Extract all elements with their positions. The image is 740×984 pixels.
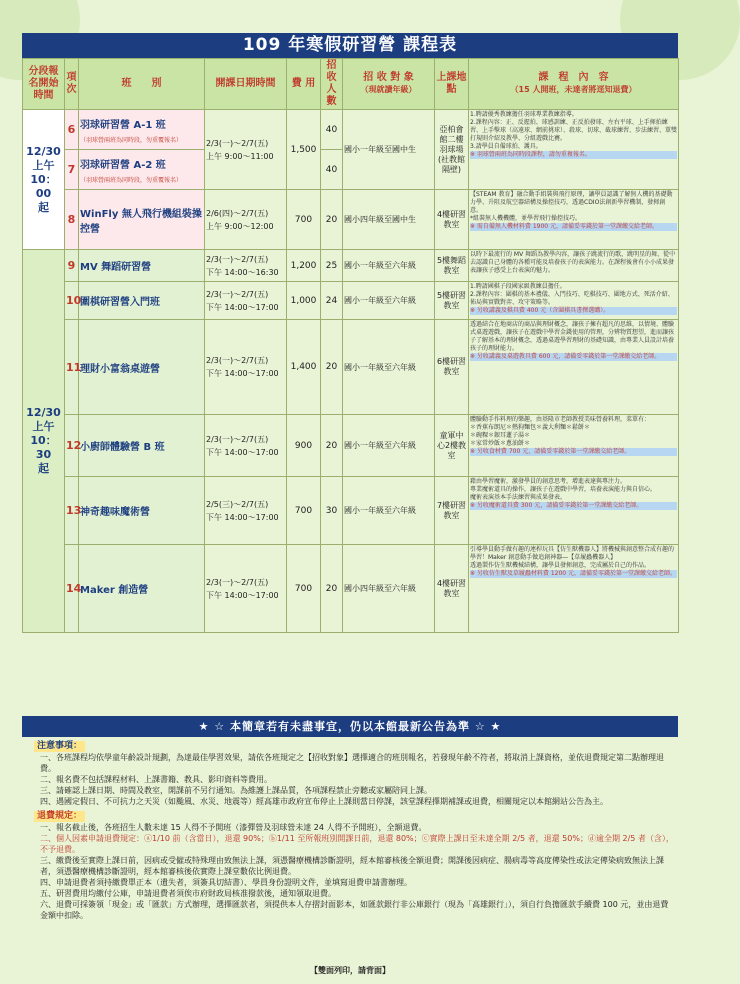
col-target-header <box>343 59 435 110</box>
class-capacity: 30 <box>321 477 343 545</box>
refund-item: 二、個人因素申請退費規定：ⓐ1/10 前（含當日），退還 90%；ⓑ1/11 至所報班別開課日前，退還 80%；ⓒ實際上課日至未達全期 2/5 者，退還 50%；ⓓ逾全期 2/5 者（含），不予退費。 <box>40 834 674 854</box>
col-time-header: 分段報名開始時間 <box>23 59 65 110</box>
class-name <box>79 415 205 477</box>
class-name <box>79 320 205 415</box>
note-item: 一、各班課程均依學童年齡設計規劃，為達最佳學習效果，請依各班規定之【招收對象】選擇適合的班別報名，若發現年齡不符者，將取消上課資格，並依退費規定第二點辦理退費。 <box>40 753 664 773</box>
content-line: 以時下最流行的 MV 舞蹈為教學內容，讓孩子跳流行的歌，跳明星的舞，從中去認識自己身體的各種可能及培養孩子的表演能力。在課程後會有小小成果發表讓孩子感受上台表演的魅力。 <box>470 251 676 274</box>
class-title: 小廚師體驗營 B 班 <box>80 442 165 453</box>
table-row <box>23 320 679 415</box>
print-note: 【雙面列印，請背面】 <box>310 966 390 975</box>
notes-title: 注意事項： <box>34 741 85 752</box>
class-location: 6樓研習教室 <box>435 320 469 415</box>
class-location: 亞柏會館二樓羽球場(社教館隔壁) <box>435 110 469 190</box>
date-line: 下午 14:00～17:00 <box>206 369 279 378</box>
class-content <box>469 250 679 282</box>
class-title: 羽球研習營 A-1 班 <box>80 119 166 131</box>
date-line: 下午 14:00～17:00 <box>206 302 279 312</box>
content-line: *組裝無人機機體，並學習飛行操控技巧。 <box>470 215 582 222</box>
class-capacity: 20 <box>321 415 343 477</box>
class-dates <box>205 415 287 477</box>
content-highlight: ※ 羽球營兩班為同時段課程，請勿重複報名。 <box>470 151 677 159</box>
class-capacity: 20 <box>321 545 343 633</box>
item-number: 10 <box>65 282 79 320</box>
table-row <box>23 477 679 545</box>
date-line: 2/5(三)～2/7(五) <box>206 499 269 509</box>
content-line: 引導學員動手做有趣的連桿玩具【仿生獸機器人】將機械與創意整合成有趣的學習！Maker 創意動手做追創神器—【草履蟲機器人】 <box>470 546 675 561</box>
date-line: 2/3(一)～2/7(五) <box>206 138 269 148</box>
target-label: 招 收 對 象 <box>363 72 414 83</box>
date-line: 2/3(一)～2/7(五) <box>206 289 269 299</box>
class-name <box>79 190 205 250</box>
content-line: 透過製作仿生獸機械結構，讓學員發揮創意，完成屬於自己的作品。 <box>470 562 651 569</box>
class-dates <box>205 545 287 633</box>
class-dates <box>205 190 287 250</box>
time-line: 上午 <box>32 420 55 433</box>
class-content <box>469 320 679 415</box>
table-row <box>23 250 679 282</box>
note-item: 三、請確認上課日期、時間及教室，開課前不另行通知。為維護上課品質，各項課程禁止旁聽或家屬陪同上課。 <box>40 786 432 795</box>
date-line: 2/3(一)～2/7(五) <box>206 356 269 365</box>
class-location: 4樓研習教室 <box>435 545 469 633</box>
date-line: 上午 9:00～12:00 <box>206 221 274 231</box>
class-content <box>469 477 679 545</box>
content-line: ＊香蕉布朗尼＊熱狗麵包＊義大利麵＊鬆餅＊ <box>470 424 591 431</box>
table-row <box>23 190 679 250</box>
class-title: MV 舞蹈研習營 <box>80 262 152 273</box>
table-row <box>23 415 679 477</box>
time-line: 起 <box>38 200 49 214</box>
content-line: 3.請學員自備球拍、護具。 <box>470 143 542 150</box>
class-name <box>79 250 205 282</box>
class-content <box>469 545 679 633</box>
class-target: 國小一年級至國中生 <box>343 110 435 190</box>
item-number: 14 <box>65 545 79 633</box>
class-name <box>79 477 205 545</box>
content-highlight: ※ 另收魔術道具費 300 元，請備妥零錢於第一堂課繳交給老師。 <box>470 502 677 510</box>
date-line: 上午 9:00～11:00 <box>206 151 274 161</box>
content-line: 【STEAM 教育】融合動手組裝與飛行原理，讓學員認識了解無人機的基礎動力學、升阻及航空器結構及操控技巧，透過CDIO法創新學習機制，發揮創意。 <box>470 191 673 214</box>
class-capacity: 20 <box>321 320 343 415</box>
refund-item: 五、研習費用均繳付公庫，申請退費者須俟市府財政局核准撥款後，通知領取退費。 <box>40 889 336 898</box>
content-line: 2.課程內容：正、反握拍、球感訓練、正反拍發球、左右平球、上手揮拍練習、上手擊球（高遠球、網前挑球）、殺球、切球、截球練習、步法練習、單雙打規則介紹及教學、分組遊戲比賽。 <box>470 119 678 142</box>
col-loc-header: 上課地點 <box>435 59 469 110</box>
note-item: 二、報名費不包括課程材料、上課書籍、教具、影印資料等費用。 <box>40 775 272 784</box>
class-target: 國小一年級至六年級 <box>343 477 435 545</box>
time-line: 12/30 <box>26 406 61 419</box>
date-line: 下午 14:00～16:30 <box>206 267 279 277</box>
col-dates-header: 開課日期時間 <box>205 59 287 110</box>
time-line: 上午 <box>32 158 55 172</box>
class-title: Maker 創造營 <box>80 585 149 596</box>
class-location: 7樓研習教室 <box>435 477 469 545</box>
content-highlight: ※ 另收食材費 700 元，請備妥零錢於第一堂課繳交給老師。 <box>470 448 677 456</box>
date-line: 下午 14:00～17:00 <box>206 447 279 457</box>
refund-title: 退費規定： <box>34 811 85 822</box>
table-row <box>23 110 679 150</box>
content-line: ＊家常炒飯＊蔥油餅＊ <box>470 440 531 447</box>
class-fee: 1,500 <box>287 110 321 190</box>
class-content <box>469 110 679 190</box>
content-line: 藉由學習魔術，激發學員的創意思考，增進表達與專注力。 <box>470 478 627 485</box>
class-fee: 900 <box>287 415 321 477</box>
content-line: 1.聘請優秀教練擔任羽球專業教練指導。 <box>470 111 578 118</box>
time-line: 10：00 <box>30 172 57 200</box>
class-location: 4樓研習教室 <box>435 190 469 250</box>
class-name <box>79 545 205 633</box>
class-target: 國小一年級至六年級 <box>343 250 435 282</box>
col-fee-header: 費 用 <box>287 59 321 110</box>
page-title: 109 年寒假研習營 課程表 <box>22 33 678 58</box>
class-target: 國小一年級至六年級 <box>343 282 435 320</box>
class-content <box>469 415 679 477</box>
content-sub-label: （15 人開班，未達者將逕知退費） <box>510 85 637 94</box>
class-name <box>79 150 205 190</box>
class-title: WinFly 無人飛行機組裝操控營 <box>80 208 202 235</box>
class-fee: 1,200 <box>287 250 321 282</box>
class-fee: 700 <box>287 190 321 250</box>
class-content <box>469 282 679 320</box>
class-content <box>469 190 679 250</box>
class-target: 國小四年級至六年級 <box>343 545 435 633</box>
class-dates <box>205 110 287 190</box>
date-line: 2/3(一)～2/7(五) <box>206 254 269 264</box>
class-capacity: 40 <box>321 150 343 190</box>
date-line: 2/6(四)～2/7(五) <box>206 208 269 218</box>
content-line: ＊碗粿＊銀耳蓮子湯＊ <box>470 432 531 439</box>
class-fee: 1,400 <box>287 320 321 415</box>
date-line: 2/3(一)～2/7(五) <box>206 434 269 444</box>
class-title: 羽球研習營 A-2 班 <box>80 159 166 171</box>
footer-banner: ★ ☆ 本簡章若有未盡事宜，仍以本館最新公告為準 ☆ ★ <box>22 716 678 737</box>
content-highlight: ※ 需自備無人機材料費 1900 元，請備妥零錢於第一堂課繳交給老師。 <box>470 223 677 231</box>
registration-time <box>23 250 65 633</box>
item-number: 8 <box>65 190 79 250</box>
schedule-table <box>22 58 679 633</box>
content-highlight: ※ 另收講義及桌遊教具費 600 元，請備妥零錢於第一堂課繳交給老師。 <box>470 353 677 361</box>
item-number: 6 <box>65 110 79 150</box>
content-highlight: ※ 另收仿生獸及草履蟲材料費 1200 元，請備妥零錢於第一堂課繳交給老師。 <box>470 570 677 577</box>
class-target: 國小一年級至六年級 <box>343 415 435 477</box>
class-location: 5樓舞蹈教室 <box>435 250 469 282</box>
time-line: 起 <box>38 462 49 475</box>
item-number: 7 <box>65 150 79 190</box>
class-capacity: 24 <box>321 282 343 320</box>
col-cap-header: 招收人數 <box>321 59 343 110</box>
content-line: 魔術表演基本手法練習與成果發表。 <box>470 494 567 501</box>
class-capacity: 20 <box>321 190 343 250</box>
refund-list <box>34 822 674 921</box>
date-line: 下午 14:00～17:00 <box>206 512 279 522</box>
registration-time <box>23 110 65 250</box>
class-title: 理財小富翁桌遊營 <box>80 363 160 375</box>
notes-list <box>34 752 674 807</box>
col-class-header: 班 別 <box>79 59 205 110</box>
content-line: 1.聘請國棋子段國家級教練員擔任。 <box>470 283 566 290</box>
class-name <box>79 110 205 150</box>
class-target: 國小一年級至六年級 <box>343 320 435 415</box>
content-line: 2.課程內容：圍棋的基本禮儀、入門技巧、吃棋技巧、圍地方式、死活介紹、佈局與實戰對弈、攻守策略等。 <box>470 291 674 306</box>
refund-item: 六、退費可採簽領「現金」或「匯款」方式辦理，選擇匯款者，須提供本人存摺封面影本，如匯款銀行非公庫銀行（現為「高雄銀行」），須自行負擔匯款手續費 100 元，並由退費金額中扣除。 <box>40 900 669 920</box>
class-dates <box>205 477 287 545</box>
content-line: 體驗動手作料理的樂趣，由基隆市老師教授美味營養料理，菜單有： <box>470 416 651 423</box>
refund-item: 三、繳費後至實際上課日前，因病或受僱或特殊理由致無法上課，須憑醫療機構診斷證明，經本館審核後全額退費；開課後因病症、腸病毒等高度傳染性或法定傳染病致無法上課者，須憑醫療機構診斷證明，經本館審核後依實際上課堂數依比例退費。 <box>40 856 664 876</box>
note-item: 四、遇國定假日、不可抗力之天災（如颱風、水災、地震等）經高雄市政府宣布停止上課則當日停課，該堂課程擇期補課或退費，相關規定以本館網站公告為主。 <box>40 797 608 806</box>
class-dates <box>205 282 287 320</box>
class-dates <box>205 250 287 282</box>
class-capacity: 25 <box>321 250 343 282</box>
class-fee: 700 <box>287 477 321 545</box>
table-row <box>23 545 679 633</box>
item-number: 11 <box>65 320 79 415</box>
class-title: 圍棋研習營入門班 <box>80 297 160 308</box>
refund-item: 一、報名截止後，各班招生人數未達 15 人得不予開班（漆彈營及羽球營未達 24 人得不予開班），全額退費。 <box>40 823 427 832</box>
item-number: 9 <box>65 250 79 282</box>
class-capacity: 40 <box>321 110 343 150</box>
class-name <box>79 282 205 320</box>
table-row <box>23 282 679 320</box>
class-location: 5樓研習教室 <box>435 282 469 320</box>
content-line: 專業魔術道具的操作，讓孩子在遊戲中學習，培養表演能力與自信心。 <box>470 486 657 493</box>
class-target: 國小四年級至國中生 <box>343 190 435 250</box>
class-fee: 1,000 <box>287 282 321 320</box>
item-number: 12 <box>65 415 79 477</box>
refund-item: 四、申請退費者須持繳費單正本（遺失者，須簽具切結書）、學員身份證明文件，並填寫退費申請書辦理。 <box>40 878 412 887</box>
class-fee: 700 <box>287 545 321 633</box>
date-line: 2/3(一)～2/7(五) <box>206 577 269 587</box>
class-note: （羽球營兩班為同時段，勿重覆報名） <box>80 176 183 184</box>
class-location: 童軍中心2樓教室 <box>435 415 469 477</box>
class-dates <box>205 320 287 415</box>
class-title: 神奇趣味魔術營 <box>80 507 150 518</box>
date-line: 下午 14:00～17:00 <box>206 590 279 600</box>
col-no-header: 項次 <box>65 59 79 110</box>
item-number: 13 <box>65 477 79 545</box>
content-highlight: ※ 另收講義及棋具費 400 元（含圍棋具書擇選購）。 <box>470 307 677 315</box>
col-content-header <box>469 59 679 110</box>
content-line: 透過結合在地商店的商品與理財概念，讓孩子擁有超凡的思維，以情境、體驗式桌遊遊戲，讓孩子在遊戲中學習金錢使用的管理，分辨物質想望，進而讓孩子了解基本的理財概念，透過桌遊學習理財的基礎知識，由專業人員設計培養孩子的理財能力。 <box>470 321 675 352</box>
content-label: 課 程 內 容 <box>538 72 609 83</box>
notes-section <box>34 740 674 921</box>
time-line: 12/30 <box>26 144 61 158</box>
class-note: （羽球營兩班為同時段，勿重覆報名） <box>80 136 183 144</box>
time-line: 10：30 <box>30 434 57 461</box>
target-sub-label: （現就讀年級） <box>360 85 417 94</box>
